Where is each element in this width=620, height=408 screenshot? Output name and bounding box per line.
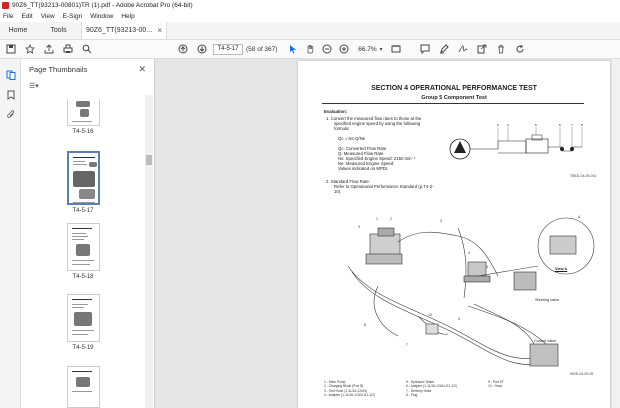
step2-line1: 2. Standard Flow Rate:	[326, 179, 370, 184]
svg-text:2: 2	[390, 217, 392, 221]
section-title: SECTION 4 OPERATIONAL PERFORMANCE TEST	[371, 85, 537, 92]
legend-item: 7 - Delivery Hose	[406, 388, 432, 393]
menu-esign[interactable]: E-Sign	[62, 13, 83, 20]
svg-text:7: 7	[571, 123, 573, 127]
thumbnail-item[interactable]	[21, 294, 145, 351]
large-figure-caption: 902E-04-05-09	[570, 372, 594, 376]
menu-edit[interactable]: Edit	[21, 13, 33, 20]
thumbnail-label: T4-5-16	[72, 129, 94, 135]
attachments-icon[interactable]	[0, 105, 21, 125]
thumbnail-options-button[interactable]	[21, 79, 154, 93]
zoom-search-icon[interactable]	[79, 42, 94, 57]
flow-test-schematic	[448, 123, 598, 173]
thumbnail-item-selected[interactable]	[21, 151, 145, 214]
bookmark-star-icon[interactable]	[22, 42, 37, 57]
thumbnail-item[interactable]	[21, 99, 145, 135]
svg-text:3: 3	[440, 219, 442, 223]
step2-line3: 10).	[334, 189, 342, 194]
menu-view[interactable]: View	[40, 13, 55, 20]
title-rule	[322, 103, 584, 104]
window-title: 90Z6_TT(93213-00801)TR (1).pdf - Adobe Acrobat Pro (64-bit)	[12, 2, 193, 9]
thumbnail-label: T4-5-19	[72, 345, 94, 351]
close-panel-icon[interactable]: ✕	[138, 63, 146, 74]
svg-text:4: 4	[507, 123, 509, 127]
menu-file[interactable]: File	[3, 13, 14, 20]
zoom-dropdown-chevron-icon[interactable]: ▾	[379, 46, 383, 53]
menu-bar	[0, 11, 620, 22]
step1-line1: 1. Convert the measured flow rates to those at the	[326, 116, 422, 121]
svg-text:4: 4	[468, 251, 470, 255]
page-number-input[interactable]: T4-5-17	[213, 44, 243, 55]
zoom-level[interactable]: 66.7%	[358, 45, 377, 53]
pdf-page	[298, 61, 610, 408]
bookmarks-icon[interactable]	[0, 85, 21, 105]
hand-tool-icon[interactable]	[302, 42, 317, 57]
thumbnail-item[interactable]	[21, 366, 145, 408]
thumbnails-panel	[21, 59, 155, 408]
comment-icon[interactable]	[417, 42, 432, 57]
view-a-label: View A	[555, 267, 568, 271]
legend-item: 3 - Test Hose (1-11/16-12UN)	[324, 388, 367, 393]
formula: Qc = Ns·Q/Ne	[338, 136, 366, 141]
document-viewer	[155, 59, 620, 408]
def-ne: Ne: Measured Engine Speed:	[338, 161, 395, 166]
def-ne-note: Values indicated on MPDr.	[338, 166, 389, 171]
tab-home[interactable]: Home	[8, 27, 28, 34]
def-q: Q: Measured Flow Rate	[338, 151, 384, 156]
previous-page-icon[interactable]	[175, 42, 190, 57]
step1-line2: specified engine speed by using the following	[334, 121, 421, 126]
svg-text:6: 6	[559, 123, 561, 127]
svg-text:5: 5	[486, 265, 488, 269]
main-toolbar	[0, 40, 620, 59]
svg-text:9: 9	[358, 225, 360, 229]
control-valve-label: Control valve	[534, 339, 557, 343]
tab-document-label: 90Z6_TT(93213-00...	[86, 27, 153, 34]
acrobat-icon	[2, 2, 9, 9]
legend-column-2	[406, 380, 457, 398]
options-menu-icon: ☰▾	[29, 83, 39, 90]
menu-window[interactable]: Window	[90, 13, 114, 20]
rotate-icon[interactable]	[512, 42, 527, 57]
save-icon[interactable]	[3, 42, 18, 57]
share-link-icon[interactable]	[474, 42, 489, 57]
thumbnail-label: T4-5-17	[72, 208, 94, 214]
legend-item: 4 - Adapter (1-11/16-12UN-G1-1/2)	[324, 393, 375, 398]
svg-text:A: A	[578, 215, 581, 219]
page-count: (58 of 367)	[246, 45, 278, 53]
legend-item: 2 - Charging Block (Port B)	[324, 384, 364, 389]
print-icon[interactable]	[60, 42, 75, 57]
tab-document[interactable]	[81, 22, 167, 39]
zoom-out-icon[interactable]	[319, 42, 334, 57]
legend-item: 6 - Adapter (1-11/16-12UN-G1-1/2)	[406, 384, 457, 389]
navigation-rail	[0, 59, 21, 408]
svg-text:6: 6	[458, 317, 460, 321]
menu-help[interactable]: Help	[121, 13, 135, 20]
page-fit-icon[interactable]	[388, 42, 403, 57]
step1-line3: formula:	[334, 126, 350, 131]
svg-text:7: 7	[406, 343, 408, 347]
evaluation-label: Evaluation:	[324, 109, 348, 114]
select-cursor-icon[interactable]	[285, 42, 300, 57]
legend-column-1	[324, 380, 375, 398]
page-thumbnails-icon[interactable]	[0, 65, 21, 85]
def-qc: Qc: Converted Flow Rate	[338, 146, 387, 151]
thumbnails-title: Page Thumbnails	[29, 64, 88, 74]
small-figure-caption: TBED-04-05-001	[570, 174, 597, 178]
svg-text:8: 8	[364, 323, 366, 327]
highlight-pen-icon[interactable]	[436, 42, 451, 57]
group-title: Group 5 Component Test	[421, 95, 487, 101]
close-tab-icon[interactable]: ×	[157, 26, 162, 35]
document-scrollbar[interactable]	[612, 59, 620, 408]
thumbnail-item[interactable]	[21, 223, 145, 280]
thumbnails-scrollbar[interactable]	[145, 95, 153, 408]
delete-icon[interactable]	[493, 42, 508, 57]
legend-column-3	[488, 380, 504, 389]
step2-line2: Refer to Operational Performance Standard (p.T4-2-	[334, 184, 434, 189]
svg-text:8: 8	[581, 123, 583, 127]
svg-text:10: 10	[428, 313, 432, 317]
title-bar	[0, 0, 620, 11]
legend-item: 1 - Main Pump	[324, 380, 346, 384]
legend-item: 8 - Plug	[406, 393, 418, 398]
zoom-in-icon[interactable]	[336, 42, 351, 57]
svg-text:3: 3	[497, 123, 499, 127]
tab-bar	[0, 22, 620, 40]
legend-item: 5 - Hydraulic Tester	[406, 380, 435, 384]
svg-text:5: 5	[535, 123, 537, 127]
component-diagram	[318, 206, 603, 376]
next-page-icon[interactable]	[194, 42, 209, 57]
sign-icon[interactable]	[455, 42, 470, 57]
steering-valve-label: Steering valve	[535, 298, 560, 302]
legend-item: 9 - Port ST	[488, 380, 504, 384]
tab-tools[interactable]: Tools	[50, 27, 67, 34]
thumbnails-header	[21, 59, 154, 79]
thumbnail-label: T4-5-18	[72, 274, 94, 280]
def-ns: Ns: Specified Engine Speed: 2150 min⁻¹	[338, 156, 416, 161]
upload-icon[interactable]	[41, 42, 56, 57]
svg-text:1: 1	[376, 217, 378, 221]
legend-item: 10 - Hose	[488, 384, 503, 389]
